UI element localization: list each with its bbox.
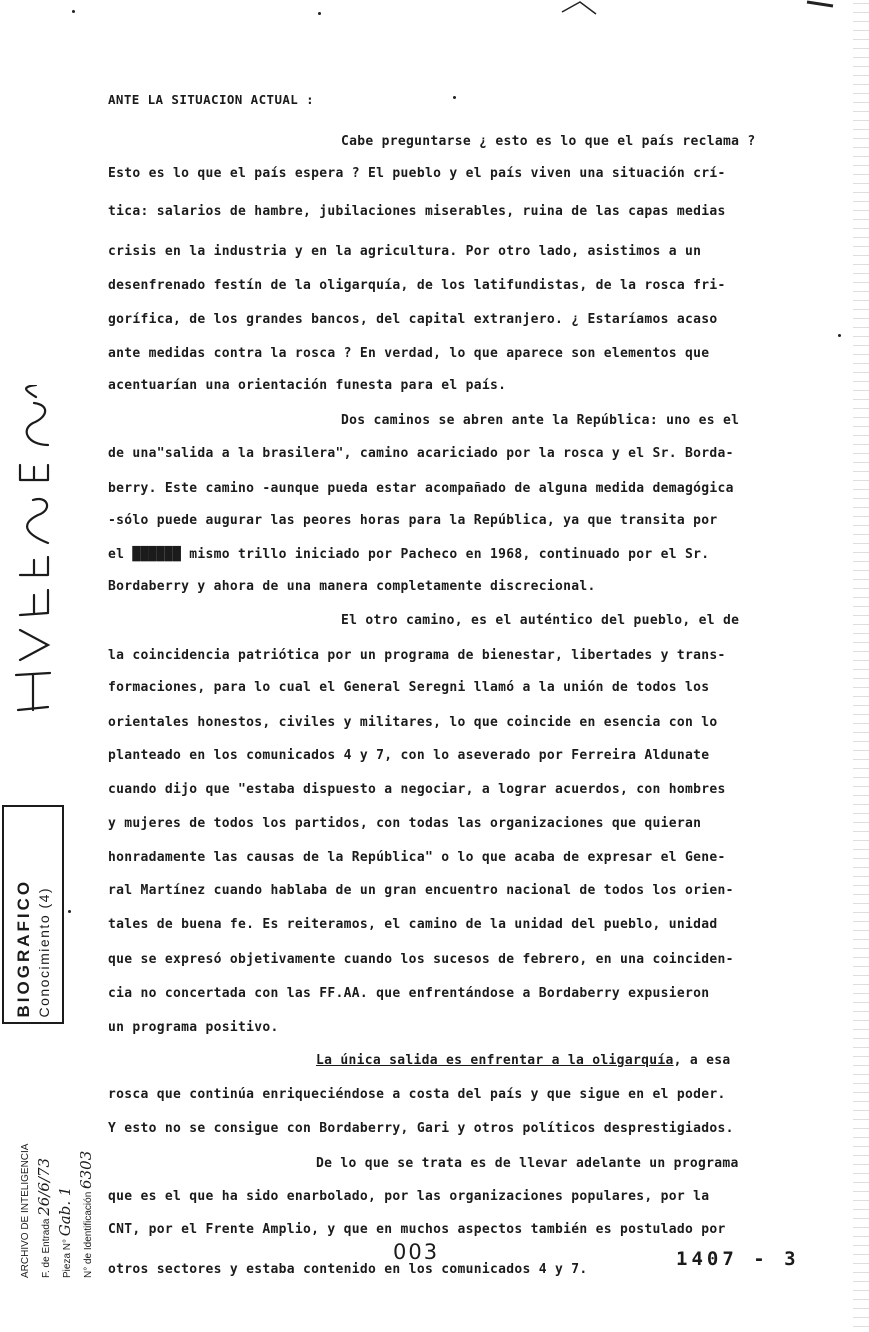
text-line: el ██████ mismo trillo iniciado por Pacheco en 1968, continuado por el Sr. [108,547,710,562]
date-label: F. de Entrada [41,1218,52,1278]
text-line: orientales honestos, civiles y militares, lo que coincide en esencia con lo [108,715,718,730]
text-line: formaciones, para lo cual el General Seregni llamó a la unión de todos los [108,680,710,695]
text-line: que se expresó objetivamente cuando los sucesos de febrero, en una coinciden- [108,952,734,967]
date-value: 26/6/73 [35,1157,53,1216]
id-label: N° de Identificación [83,1191,94,1278]
pieza-row [56,1038,77,1278]
underlined-phrase: La única salida es enfrentar a la oligarquía [316,1053,674,1068]
text-line: honradamente las causas de la República" o lo que acaba de expresar el Gene- [108,850,726,865]
text-line: crisis en la industria y en la agricultura. Por otro lado, asistimos a un [108,244,702,259]
text-line: rosca que continúa enriqueciéndose a costa del país y que sigue en el poder. [108,1087,726,1102]
text-line: de una"salida a la brasilera", camino acariciado por la rosca y el Sr. Borda- [108,446,734,461]
handwritten-note [8,385,58,715]
text-line: Bordaberry y ahora de una manera completamente discrecional. [108,579,596,594]
archive-stamp [2,1035,112,1280]
text-line: -sólo puede augurar las peores horas para la República, ya que transita por [108,513,718,528]
stamp-title: BIOGRAFICO [14,878,33,1017]
document-heading: ANTE LA SITUACION ACTUAL : [108,92,315,107]
biografico-stamp [2,805,64,1024]
page-number: 003 [393,1240,440,1264]
speck [318,12,321,15]
text-line: De lo que se trata es de llevar adelante un programa [316,1156,739,1171]
text-line: tica: salarios de hambre, jubilaciones miserables, ruina de las capas medias [108,204,726,219]
text-line: CNT, por el Frente Amplio, y que en muchos aspectos también es postulado por [108,1222,726,1237]
id-value: 6303 [77,1150,95,1189]
pieza-value: Gab. 1 [56,1186,74,1236]
text-line: que es el que ha sido enarbolado, por las organizaciones populares, por la [108,1189,710,1204]
text-line: Dos caminos se abren ante la República: uno es el [341,413,740,428]
entry-date-row [35,1038,56,1278]
text-line: ral Martínez cuando hablaba de un gran encuentro nacional de todos los orien- [108,883,734,898]
underlined-line [316,1053,730,1069]
text-line: cia no concertada con las FF.AA. que enfrentándose a Bordaberry expusieron [108,986,710,1001]
text-line: ante medidas contra la rosca ? En verdad, lo que aparece son elementos que [108,346,710,361]
text-line: y mujeres de todos los partidos, con todas las organizaciones que quieran [108,816,702,831]
pieza-label: Pieza N° [62,1238,73,1278]
speck [453,96,456,99]
text-line: la coincidencia patriótica por un programa de bienestar, libertades y trans- [108,648,726,663]
text-line: cuando dijo que "estaba dispuesto a negociar, a lograr acuerdos, con hombres [108,782,726,797]
text-line: Esto es lo que el país espera ? El pueblo y el país viven una situación crí- [108,166,726,181]
text-line: Y esto no se consigue con Bordaberry, Gari y otros políticos desprestigiados. [108,1121,734,1136]
text-line: un programa positivo. [108,1020,279,1035]
stamp-subtitle: Conocimiento (4) [36,886,52,1017]
text-line: desenfrenado festín de la oligarquía, de los latifundistas, de la rosca fri- [108,278,726,293]
archive-label: ARCHIVO DE INTELIGENCIA [20,1143,31,1278]
text-line: otros sectores y estaba contenido en los comunicados 4 y 7. [108,1262,588,1277]
text-line: Cabe preguntarse ¿ esto es lo que el país reclama ? [341,134,756,149]
page-edge-shadow [853,0,869,1332]
speck [72,10,75,13]
text-line: gorífica, de los grandes bancos, del capital extranjero. ¿ Estaríamos acaso [108,312,718,327]
id-row [77,1038,98,1278]
text-line: planteado en los comunicados 4 y 7, con lo aseverado por Ferreira Aldunate [108,748,710,763]
reference-number: 1407 - 3 [676,1248,800,1270]
speck [838,334,841,337]
text-line: El otro camino, es el auténtico del pueblo, el de [341,613,740,628]
edge-mark [805,0,835,10]
text-line: tales de buena fe. Es reiteramos, el camino de la unidad del pueblo, unidad [108,917,718,932]
text-line: berry. Este camino -aunque pueda estar acompañado de alguna medida demagógica [108,481,734,496]
text-line: acentuarían una orientación funesta para el país. [108,378,507,393]
edge-mark [560,0,600,16]
speck [68,910,71,913]
phrase-tail: , a esa [673,1053,731,1068]
